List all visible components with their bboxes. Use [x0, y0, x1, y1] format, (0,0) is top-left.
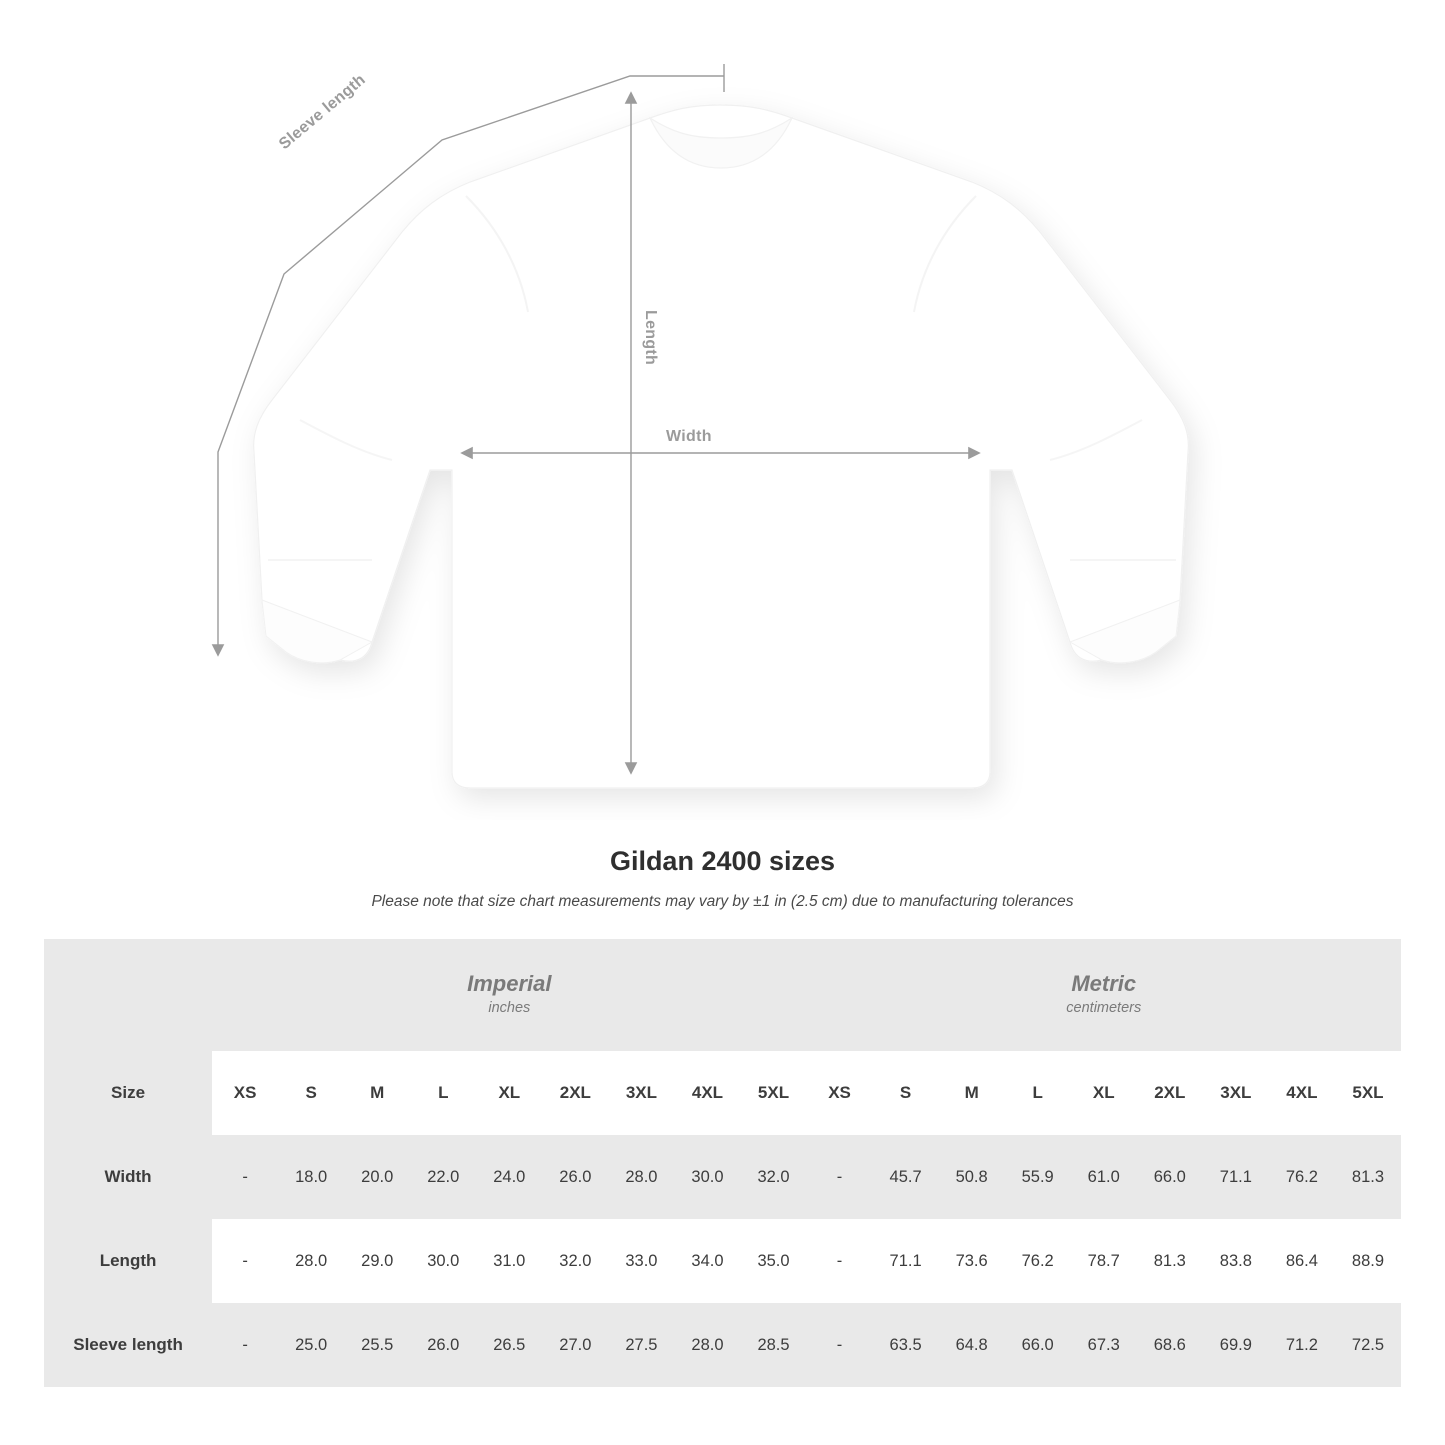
table-row — [44, 1219, 1401, 1303]
cell-width-7: 30.0 — [674, 1135, 740, 1219]
size-table-wrapper — [44, 939, 1401, 1387]
cell-width-11: 50.8 — [939, 1135, 1005, 1219]
cell-length-7: 34.0 — [674, 1219, 740, 1303]
cell-length-6: 33.0 — [608, 1219, 674, 1303]
page-title: Gildan 2400 sizes — [609, 846, 836, 876]
col-header-l-met: L — [1005, 1051, 1071, 1135]
cell-length-0: - — [212, 1219, 278, 1303]
cell-length-16: 86.4 — [1269, 1219, 1335, 1303]
cell-width-10: 45.7 — [873, 1135, 939, 1219]
cell-sleeve-13: 67.3 — [1071, 1303, 1137, 1387]
cell-width-5: 26.0 — [542, 1135, 608, 1219]
cell-width-13: 61.0 — [1071, 1135, 1137, 1219]
col-header-xl-met: XL — [1071, 1051, 1137, 1135]
table-row — [44, 1135, 1401, 1219]
imperial-sub: inches — [488, 1000, 531, 1017]
cell-sleeve-8: 28.5 — [740, 1303, 806, 1387]
col-header-m-met: M — [939, 1051, 1005, 1135]
cell-sleeve-14: 68.6 — [1137, 1303, 1203, 1387]
imperial-name: Imperial — [467, 970, 552, 996]
sleeve-length-label: Sleeve length — [276, 71, 369, 154]
cell-length-17: 88.9 — [1335, 1219, 1401, 1303]
metric-name: Metric — [1071, 970, 1137, 996]
row-label-sleeve-length: Sleeve length — [44, 1303, 212, 1387]
cell-width-8: 32.0 — [740, 1135, 806, 1219]
cell-width-9: - — [807, 1135, 873, 1219]
cell-length-1: 28.0 — [278, 1219, 344, 1303]
cell-width-3: 22.0 — [410, 1135, 476, 1219]
title-block — [0, 846, 1445, 911]
cell-width-2: 20.0 — [344, 1135, 410, 1219]
cell-sleeve-1: 25.0 — [278, 1303, 344, 1387]
cell-length-9: - — [807, 1219, 873, 1303]
col-header-3xl-imp: 3XL — [608, 1051, 674, 1135]
unit-header-imperial — [212, 939, 806, 1051]
cell-sleeve-9: - — [807, 1303, 873, 1387]
col-header-s-imp: S — [278, 1051, 344, 1135]
cell-length-12: 76.2 — [1005, 1219, 1071, 1303]
col-header-5xl-met: 5XL — [1335, 1051, 1401, 1135]
cell-length-14: 81.3 — [1137, 1219, 1203, 1303]
cell-width-12: 55.9 — [1005, 1135, 1071, 1219]
size-header-row — [44, 1051, 1401, 1135]
cell-sleeve-10: 63.5 — [873, 1303, 939, 1387]
cell-sleeve-5: 27.0 — [542, 1303, 608, 1387]
cell-width-14: 66.0 — [1137, 1135, 1203, 1219]
cell-sleeve-11: 64.8 — [939, 1303, 1005, 1387]
col-header-s-met: S — [873, 1051, 939, 1135]
cell-sleeve-2: 25.5 — [344, 1303, 410, 1387]
col-header-m-imp: M — [344, 1051, 410, 1135]
col-header-xs-met: XS — [807, 1051, 873, 1135]
cell-length-4: 31.0 — [476, 1219, 542, 1303]
cell-sleeve-3: 26.0 — [410, 1303, 476, 1387]
cell-sleeve-0: - — [212, 1303, 278, 1387]
col-header-5xl-imp: 5XL — [740, 1051, 806, 1135]
cell-sleeve-4: 26.5 — [476, 1303, 542, 1387]
col-header-xs-imp: XS — [212, 1051, 278, 1135]
col-header-xl-imp: XL — [476, 1051, 542, 1135]
shirt-shape — [254, 105, 1189, 788]
cell-width-6: 28.0 — [608, 1135, 674, 1219]
row-label-length: Length — [44, 1219, 212, 1303]
cell-length-2: 29.0 — [344, 1219, 410, 1303]
unit-header-spacer — [44, 939, 212, 1051]
cell-sleeve-12: 66.0 — [1005, 1303, 1071, 1387]
cell-sleeve-7: 28.0 — [674, 1303, 740, 1387]
col-header-4xl-imp: 4XL — [674, 1051, 740, 1135]
cell-length-13: 78.7 — [1071, 1219, 1137, 1303]
unit-header-metric — [807, 939, 1401, 1051]
col-header-2xl-met: 2XL — [1137, 1051, 1203, 1135]
unit-header-row — [44, 939, 1401, 1051]
col-header-2xl-imp: 2XL — [542, 1051, 608, 1135]
cell-sleeve-6: 27.5 — [608, 1303, 674, 1387]
col-header-4xl-met: 4XL — [1269, 1051, 1335, 1135]
length-label: Length — [642, 310, 659, 366]
cell-width-15: 71.1 — [1203, 1135, 1269, 1219]
metric-sub: centimeters — [1066, 1000, 1142, 1017]
cell-width-17: 81.3 — [1335, 1135, 1401, 1219]
cell-sleeve-17: 72.5 — [1335, 1303, 1401, 1387]
table-row — [44, 1303, 1401, 1387]
cell-length-8: 35.0 — [740, 1219, 806, 1303]
cell-length-5: 32.0 — [542, 1219, 608, 1303]
row-header-size: Size — [44, 1051, 212, 1135]
cell-sleeve-16: 71.2 — [1269, 1303, 1335, 1387]
cell-width-0: - — [212, 1135, 278, 1219]
cell-sleeve-15: 69.9 — [1203, 1303, 1269, 1387]
cell-length-10: 71.1 — [873, 1219, 939, 1303]
cell-length-11: 73.6 — [939, 1219, 1005, 1303]
cell-width-1: 18.0 — [278, 1135, 344, 1219]
size-table — [44, 939, 1401, 1387]
cell-width-16: 76.2 — [1269, 1135, 1335, 1219]
cell-width-4: 24.0 — [476, 1135, 542, 1219]
row-label-width: Width — [44, 1135, 212, 1219]
width-label: Width — [666, 428, 712, 445]
col-header-l-imp: L — [410, 1051, 476, 1135]
tolerance-note: Please note that size chart measurements may vary by ±1 in (2.5 cm) due to manufacturing tolerances — [371, 893, 1074, 910]
cell-length-3: 30.0 — [410, 1219, 476, 1303]
cell-length-15: 83.8 — [1203, 1219, 1269, 1303]
col-header-3xl-met: 3XL — [1203, 1051, 1269, 1135]
